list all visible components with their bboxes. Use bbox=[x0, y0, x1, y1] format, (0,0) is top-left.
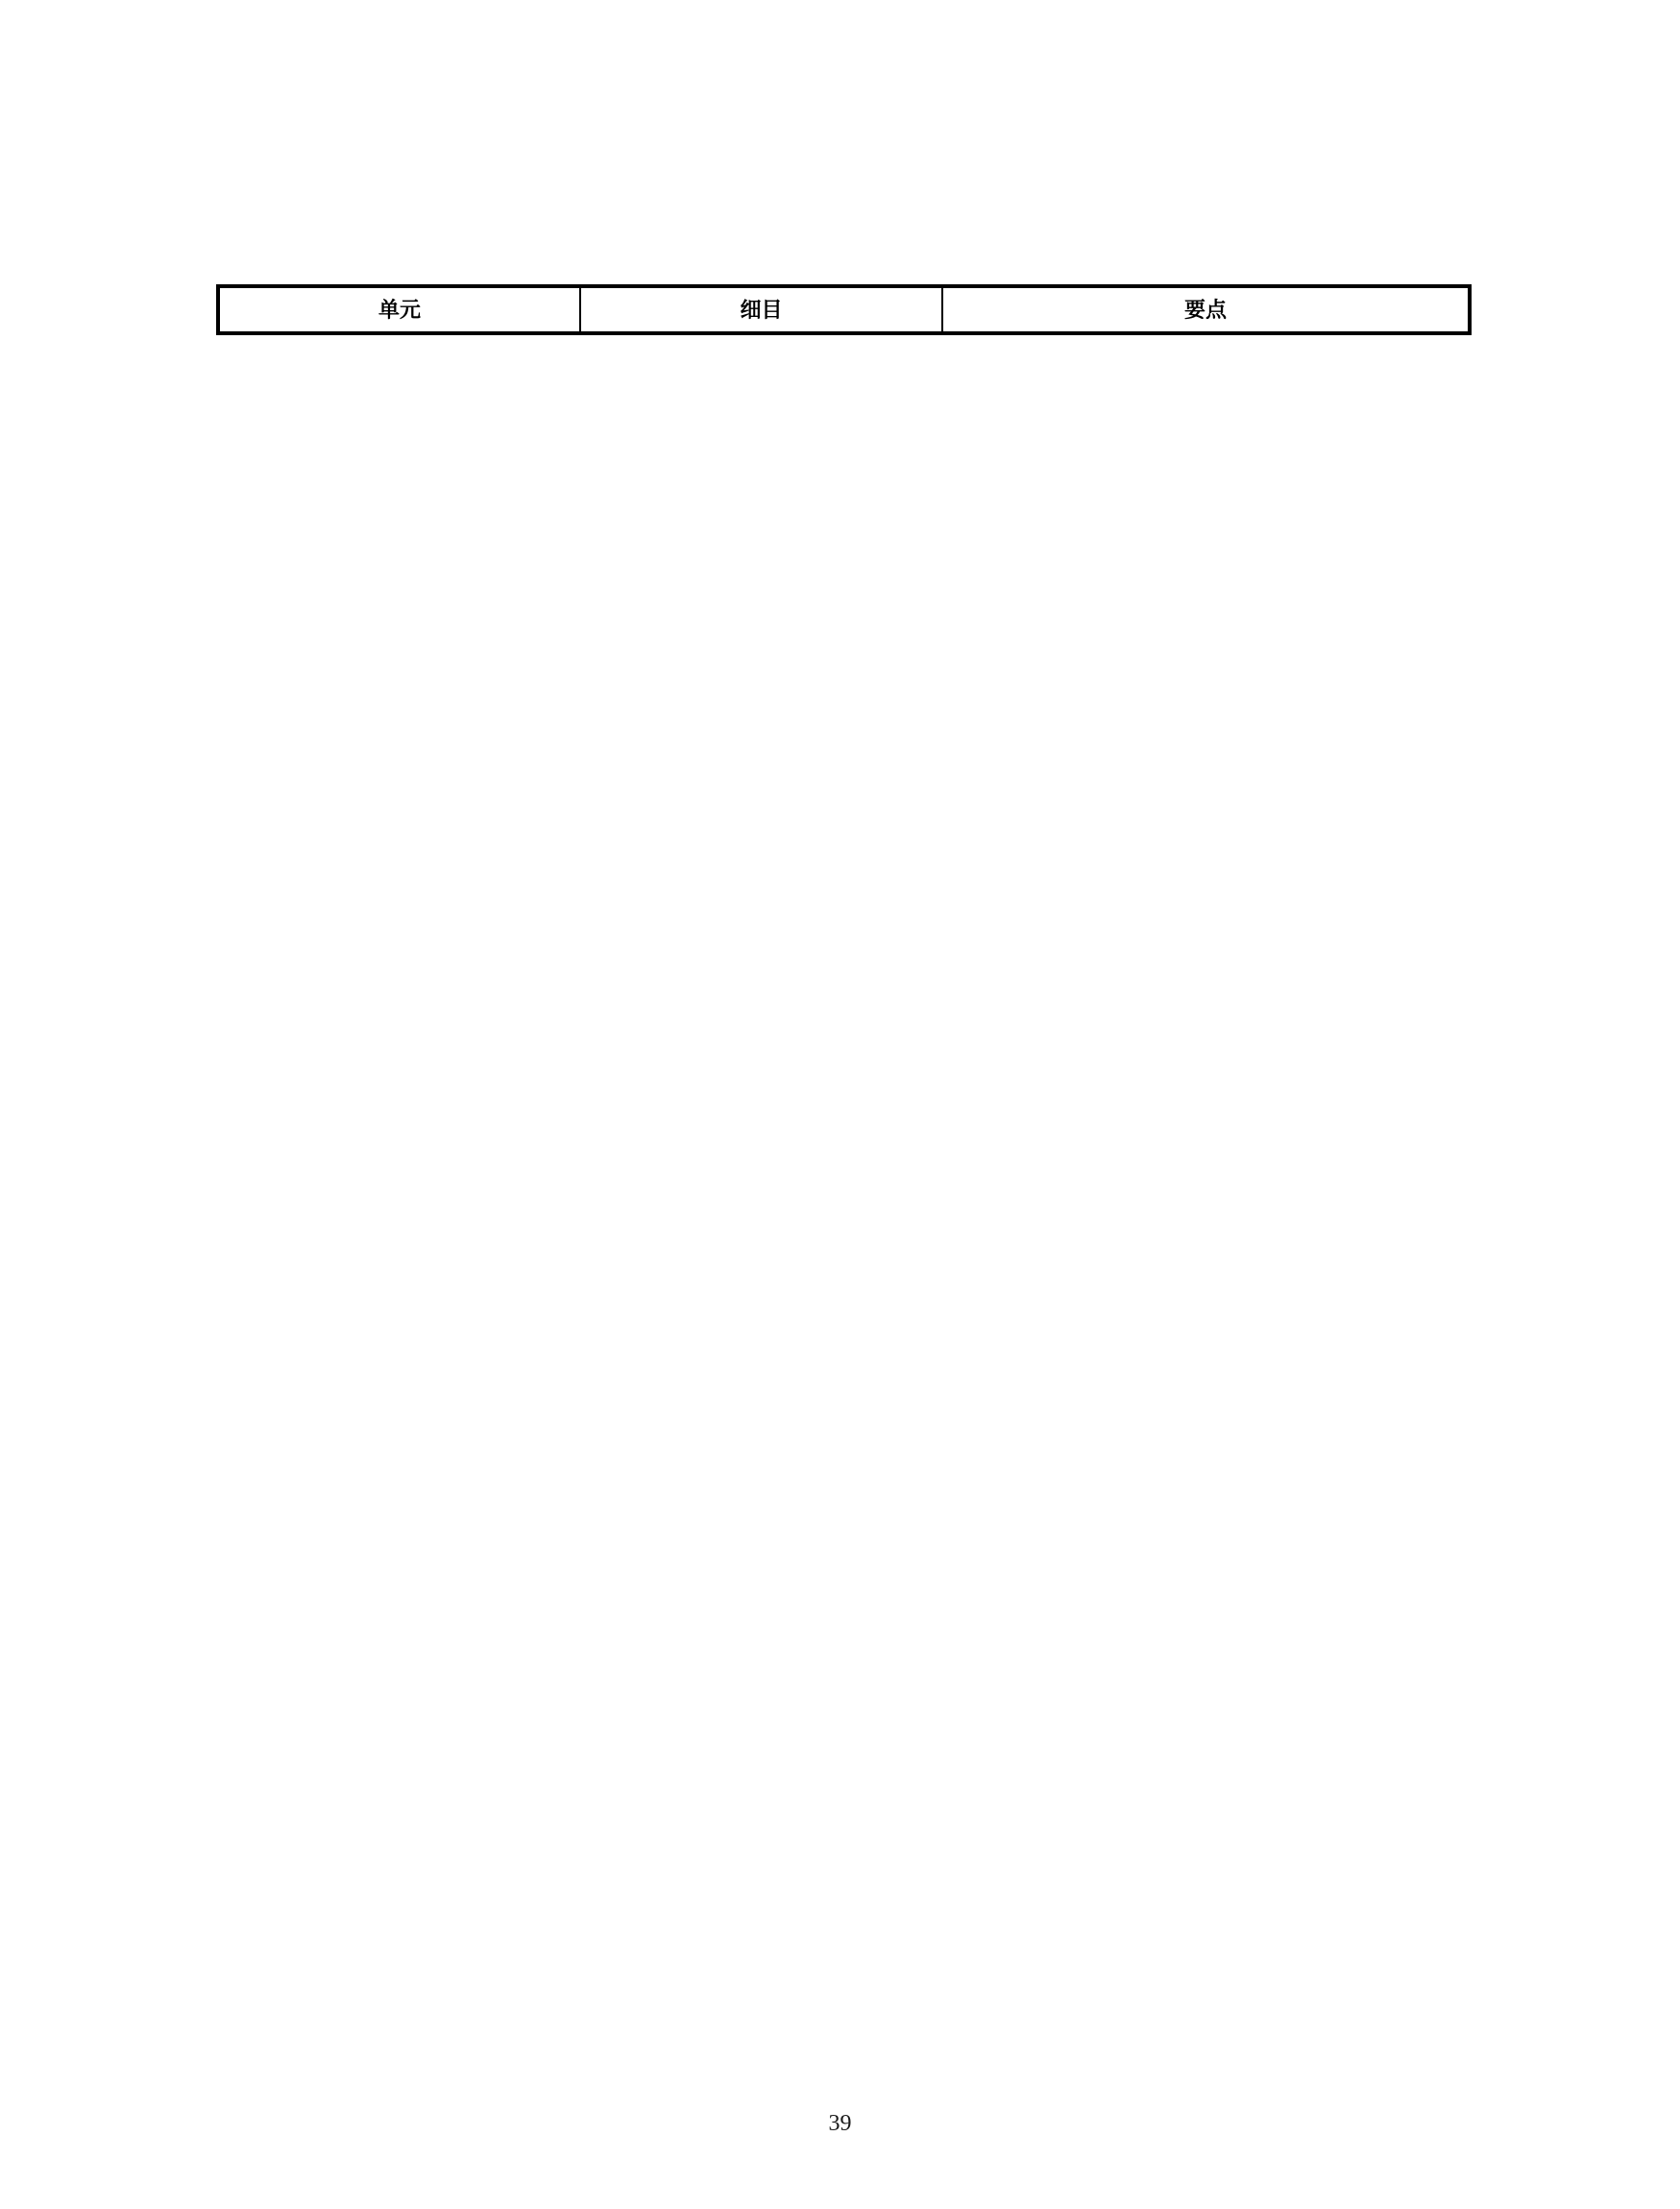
table-header-row bbox=[218, 286, 1470, 333]
column-header-unit: 单元 bbox=[218, 286, 580, 333]
page-number: 39 bbox=[828, 2111, 852, 2136]
column-header-points: 要点 bbox=[942, 286, 1470, 333]
column-header-item: 细目 bbox=[580, 286, 942, 333]
syllabus-table bbox=[216, 284, 1472, 335]
